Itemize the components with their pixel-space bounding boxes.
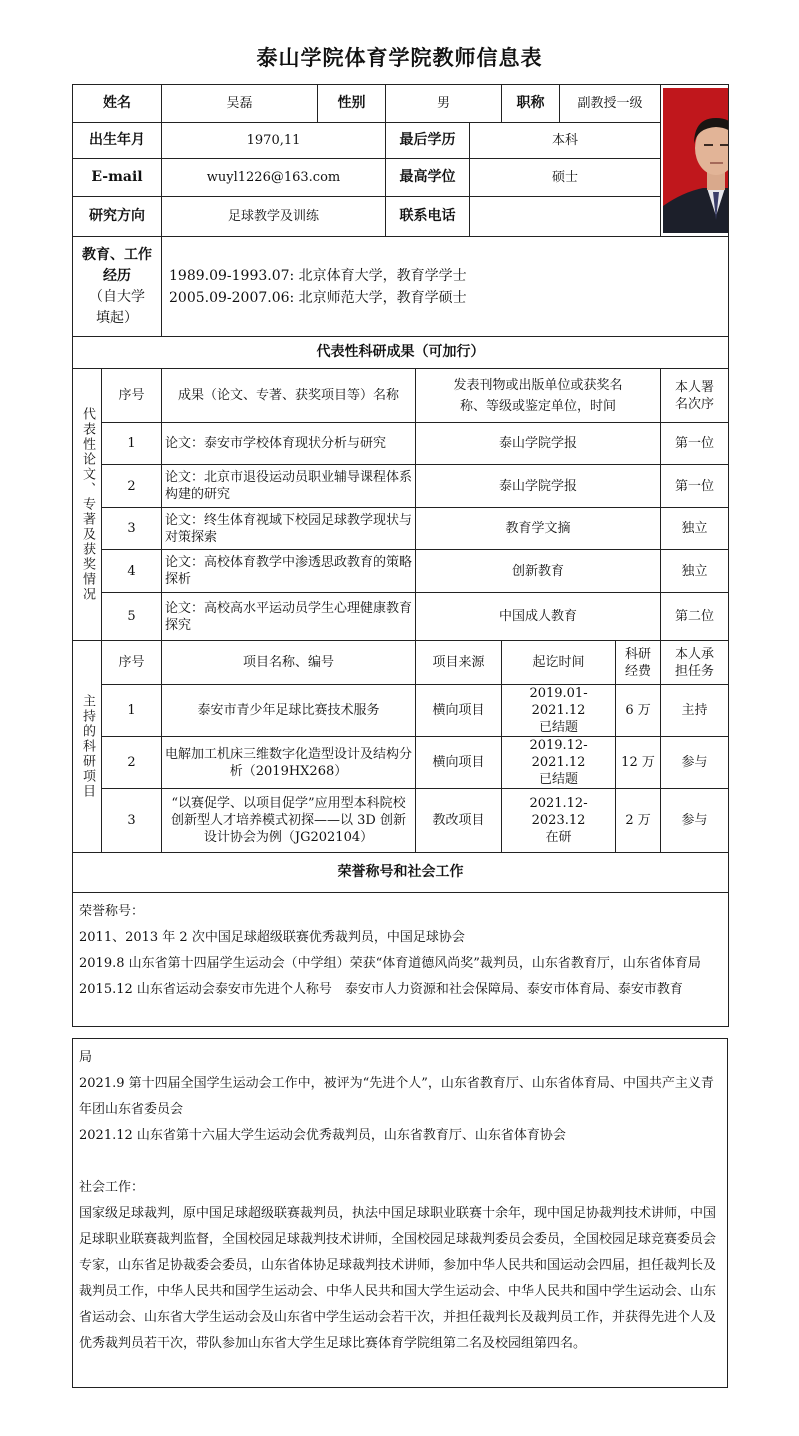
paper-venue: 泰山学院学报 [416,423,661,465]
paper-venue: 泰山学院学报 [416,465,661,508]
paper-order: 第二位 [661,593,729,641]
phone-value [470,197,661,237]
rank-value: 副教授一级 [560,85,661,123]
portrait-photo [663,88,729,233]
paper-venue: 教育学文摘 [416,508,661,550]
project-status: 在研 [545,830,572,845]
project-no: 2 [102,737,162,789]
research-label: 研究方向 [73,197,162,237]
project-name: 泰安市青少年足球比赛技术服务 [162,685,416,737]
project-name: “以赛促学、以项目促学”应用型本科院校创新型人才培养模式初探——以 3D 创新设计协会为例（JG202104） [162,789,416,853]
gender-value: 男 [386,85,502,123]
project-period [502,685,616,737]
projects-side-label: 主持的科研项目 [80,694,95,799]
experience-entry-1: 1989.09-1993.07: 北京体育大学，教育学学士 [169,267,467,284]
papers-header-venue-line1: 发表刊物或出版单位或获奖名 [453,377,623,393]
gender-label: 性别 [318,85,386,123]
table-row [73,550,729,593]
honors-line: 2021.12 山东省第十六届大学生运动会优秀裁判员，山东省教育厅、山东省体育协会 [79,1128,566,1143]
honors-line: 2021.9 第十四届全国学生运动会工作中，被评为“先进个人”，山东省教育厅、山东省体育局、中国共产主义青年团山东省委员会 [79,1076,714,1117]
experience-label-line1: 教育、工作 [82,246,152,263]
experience-label-line2: 经历 [103,267,131,284]
name-label: 姓名 [73,85,162,123]
paper-name: 论文：泰安市学校体育现状分析与研究 [162,423,416,465]
paper-name: 论文：终生体育视域下校园足球教学现状与对策探索 [162,508,416,550]
honors-line: 2019.8 山东省第十四届学生运动会（中学组）荣获“体育道德风尚奖”裁判员，山东省教育厅，山东省体育局 [79,956,701,971]
table-row [73,508,729,550]
table-row [73,737,729,789]
papers-side-label-cell [73,369,102,641]
honors-line: 局 [79,1050,93,1065]
papers-header-venue-line2: 称、等级或鉴定单位，时间 [460,398,617,414]
table-row [73,465,729,508]
phone-label: 联系电话 [386,197,470,237]
paper-venue: 中国成人教育 [416,593,661,641]
projects-header-period: 起讫时间 [502,641,616,685]
page-title: 泰山学院体育学院教师信息表 [256,45,543,70]
email-label: E-mail [73,159,162,197]
paper-order: 第一位 [661,465,729,508]
paper-no: 4 [102,550,162,593]
project-role: 参与 [661,737,729,789]
paper-no: 1 [102,423,162,465]
info-table [72,84,729,1027]
papers-header-order: 本人署名次序 [661,369,729,423]
table-row [73,789,729,853]
experience-label [73,237,162,337]
paper-name: 论文：高校体育教学中渗透思政教育的策略探析 [162,550,416,593]
project-funding: 2 万 [616,789,661,853]
table-row [73,593,729,641]
project-period [502,789,616,853]
projects-header-source: 项目来源 [416,641,502,685]
project-no: 1 [102,685,162,737]
paper-venue: 创新教育 [416,550,661,593]
projects-header-no: 序号 [102,641,162,685]
paper-no: 2 [102,465,162,508]
photo-cell [661,85,729,237]
project-period-range: 2019.12-2021.12 [529,738,588,770]
paper-order: 独立 [661,508,729,550]
edu-value: 本科 [470,123,661,159]
research-value: 足球教学及训练 [162,197,386,237]
degree-label: 最高学位 [386,159,470,197]
projects-header-funding: 科研经费 [616,641,661,685]
project-source: 横向项目 [416,685,502,737]
honors-line: 2011、2013 年 2 次中国足球超级联赛优秀裁判员，中国足球协会 [79,930,465,945]
project-funding: 12 万 [616,737,661,789]
honors-title: 荣誉称号和社会工作 [73,853,729,893]
projects-header-role: 本人承担任务 [661,641,729,685]
projects-header-name: 项目名称、编号 [162,641,416,685]
experience-label-line3: （自大学 [89,288,145,305]
papers-header-no: 序号 [102,369,162,423]
papers-header-venue [416,369,661,423]
email-value: wuyl1226@163.com [162,159,386,197]
experience-entry-2: 2005.09-2007.06: 北京师范大学，教育学硕士 [169,289,467,306]
papers-side-label: 代表性论文、专著及获奖情况 [80,407,95,602]
birth-value: 1970,11 [162,123,386,159]
name-value: 吴磊 [162,85,318,123]
project-funding: 6 万 [616,685,661,737]
paper-name: 论文：高校高水平运动员学生心理健康教育探究 [162,593,416,641]
project-name: 电解加工机床三维数字化造型设计及结构分析（2019HX268） [162,737,416,789]
birth-label: 出生年月 [73,123,162,159]
project-period-range: 2021.12-2023.12 [529,796,588,828]
paper-name: 论文：北京市退役运动员职业辅导课程体系构建的研究 [162,465,416,508]
paper-no: 5 [102,593,162,641]
experience-content [162,237,729,337]
project-period [502,737,616,789]
paper-order: 第一位 [661,423,729,465]
table-row [73,423,729,465]
experience-label-line4: 填起） [96,309,138,326]
project-no: 3 [102,789,162,853]
project-period-range: 2019.01-2021.12 [529,686,588,718]
project-source: 教改项目 [416,789,502,853]
honors-continued-box [72,1038,728,1388]
degree-value: 硕士 [470,159,661,197]
project-status: 已结题 [539,772,579,787]
honors-page1-content [73,893,729,1027]
social-work-text: 国家级足球裁判，原中国足球超级联赛裁判员，执法中国足球职业联赛十余年，现中国足协裁判技术讲师，中国足球职业联赛裁判监督，全国校园足球裁判技术讲师，全国校园足球裁判委员会委员，全国校园足球竞赛委员会专家，山东省足协裁委会委员，山东省体协足球裁判技术讲师，参加中华人民共和国运动会四届，担任裁判长及裁判员工作，中华人民共和国学生运动会、中华人民共和国大学生运动会、中华人民共和国中学生运动会、山东省运动会、山东省大学生运动会及山东省中学生运动会若干次，并担任裁判长及裁判员工作，并获得先进个人及优秀裁判员若干次，带队参加山东省大学生足球比赛体育学院组第二名及校园组第四名。 [79,1206,717,1351]
edu-label: 最后学历 [386,123,470,159]
spacer [79,1149,721,1175]
projects-side-label-cell [73,641,102,853]
paper-no: 3 [102,508,162,550]
social-work-label: 社会工作： [79,1180,145,1195]
paper-order: 独立 [661,550,729,593]
honors-line: 荣誉称号： [79,904,145,919]
rank-label: 职称 [502,85,560,123]
project-role: 参与 [661,789,729,853]
project-status: 已结题 [539,720,579,735]
honors-line: 2015.12 山东省运动会泰安市先进个人称号 泰安市人力资源和社会保障局、泰安市体育局、泰安市教育 [79,982,683,997]
project-role: 主持 [661,685,729,737]
research-section-title: 代表性科研成果（可加行） [73,337,729,369]
table-row [73,685,729,737]
papers-header-name: 成果（论文、专著、获奖项目等）名称 [162,369,416,423]
project-source: 横向项目 [416,737,502,789]
